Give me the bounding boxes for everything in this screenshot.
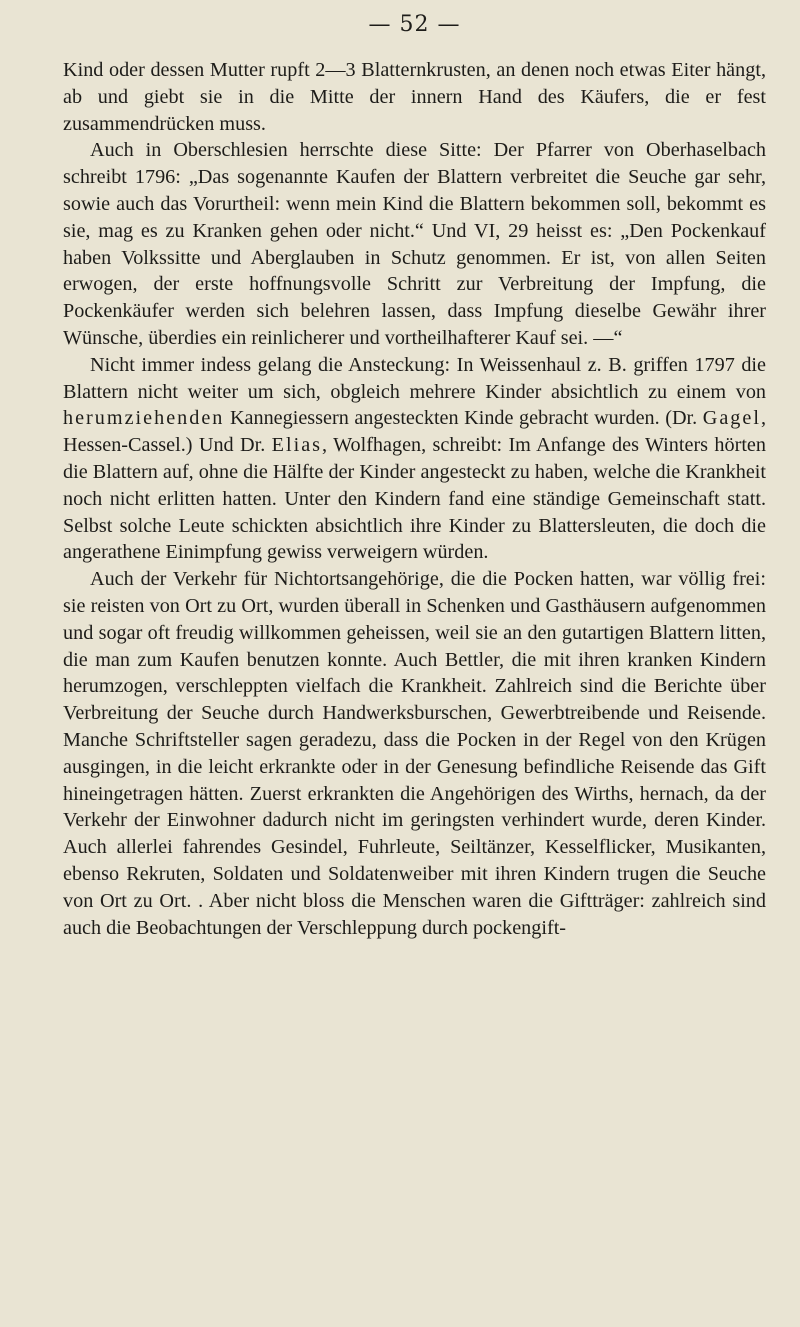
page-number-header: — 52 — xyxy=(368,12,461,37)
author-name-gagel: Gagel xyxy=(702,407,761,430)
author-name-elias: Elias xyxy=(271,434,323,457)
paragraph-1: Kind oder dessen Mutter rupft 2—3 Blatternkrusten, an denen noch etwas Eiter hängt, ab und giebt sie in die Mitte der innern Hand des Käufers, die er fest zusammendrücken muss. xyxy=(63,59,766,135)
paragraph-3-text-c: , Hessen-Cassel.) Und Dr. xyxy=(63,407,766,457)
paragraph-3-text-b: Kannegiessern angesteckten Kinde gebracht wurden. (Dr. xyxy=(224,407,703,430)
paragraph-2: Auch in Oberschlesien herrschte diese Sitte: Der Pfarrer von Oberhaselbach schreibt 1796: „Das sogenannte Kaufen der Blattern verbreitet die Seuche gar sehr, sowie auch das Vorurtheil: wenn mein Kind die Blattern bekommen soll, bekommt es sie, mag es zu Kranken gehen oder nicht.“ Und VI, 29 heisst es: „Den Pockenkauf haben Volkssitte und Aberglauben in Schutz genommen. Er ist, von allen Seiten erwogen, der erste hoffnungsvolle Schritt zur Verbreitung der Impfung, die Pockenkäufer werden sich belehren lassen, dass Impfung dieselbe Gewähr ihrer Wünsche, überdies ein reinlicherer und vortheilhafterer Kauf sei. —“ xyxy=(63,139,766,349)
paragraph-3 xyxy=(63,352,766,566)
emphasized-word: herumziehenden xyxy=(63,407,225,430)
body-text xyxy=(63,57,766,941)
paragraph-3-text-a: Nicht immer indess gelang die Ansteckung: In Weissenhaul z. B. griffen 1797 die Blattern nicht weiter um sich, obgleich mehrere Kinder absichtlich zu einem von xyxy=(63,353,766,403)
paragraph-4: Auch der Verkehr für Nichtortsangehörige, die die Pocken hatten, war völlig frei: sie reisten von Ort zu Ort, wurden überall in Schenken und Gasthäusern aufgenommen und sogar oft freudig willkommen geheissen, weil sie an den gutartigen Blattern litten, die man zum Kaufen benutzen konnte. Auch Bettler, die mit ihren kranken Kindern herumzogen, verschleppten vielfach die Krankheit. Zahlreich sind die Berichte über Verbreitung der Seuche durch Handwerksburschen, Gewerbtreibende und Reisende. Manche Schriftsteller sagen geradezu, dass die Pocken in der Regel von den Krügen ausgingen, in die leicht erkrankte oder in der Genesung befindliche Reisende das Gift hineingetragen hätten. Zuerst erkrankten die Angehörigen des Wirths, hernach, da der Verkehr der Einwohner dadurch nicht im geringsten verhindert wurde, deren Kinder. Auch allerlei fahrendes Gesindel, Fuhrleute, Seiltänzer, Kesselflicker, Musikanten, ebenso Rekruten, Soldaten und Soldatenweiber mit ihren Kindern trugen die Seuche von Ort zu Ort. . Aber nicht bloss die Menschen waren die Giftträger: zahlreich sind auch die Beobachtungen der Verschleppung durch pockengift- xyxy=(63,568,766,939)
paragraph-3-text-d: , Wolfhagen, schreibt: Im Anfange des Winters hörten die Blattern auf, ohne die Hälfte der Kinder angesteckt zu haben, welche die Krankheit noch nicht erlitten hatten. Unter den Kindern fand eine ständige Gemeinschaft statt. Selbst solche Leute schickten absichtlich ihre Kinder zu Blattersleuten, die doch die angerathene Einimpfung gewiss verweigern würden. xyxy=(63,434,766,564)
